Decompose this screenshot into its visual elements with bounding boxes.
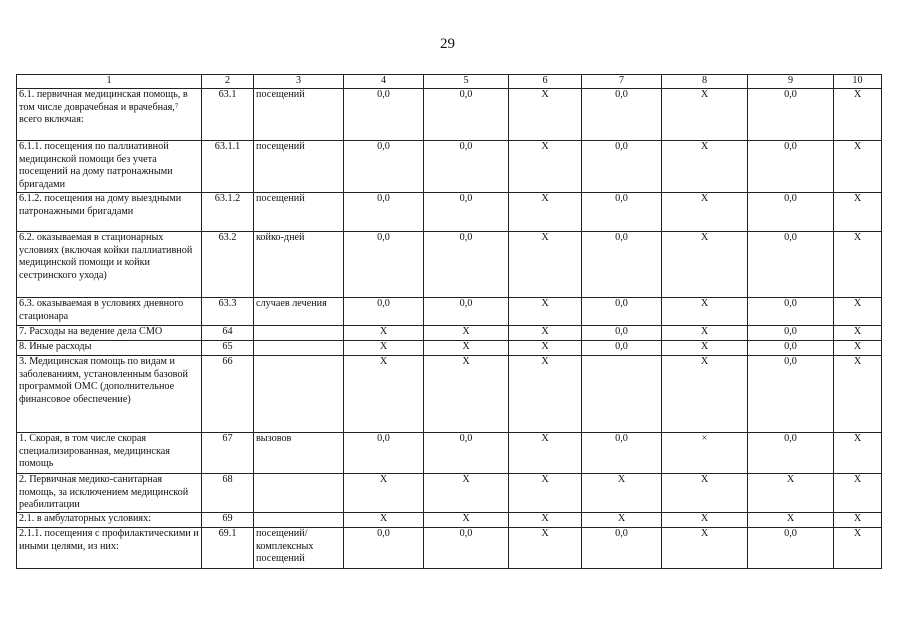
- row-value-col-7: 0,0: [582, 298, 662, 326]
- row-value-col-10: X: [834, 298, 882, 326]
- row-value-col-5: X: [424, 341, 509, 356]
- header-row: [17, 75, 882, 89]
- column-header-7: 7: [582, 75, 662, 89]
- column-header-10: 10: [834, 75, 882, 89]
- row-label: 7. Расходы на ведение дела СМО: [17, 326, 202, 341]
- row-value-col-9: 0,0: [748, 528, 834, 569]
- row-value-col-9: 0,0: [748, 89, 834, 141]
- row-value-col-10: X: [834, 513, 882, 528]
- row-label: 3. Медицинская помощь по видам и заболеваниям, установленным базовой программой ОМС (дополнительное финансовое обеспечение): [17, 356, 202, 433]
- column-header-4: 4: [344, 75, 424, 89]
- row-code: 68: [202, 474, 254, 513]
- row-value-col-8: X: [662, 89, 748, 141]
- row-value-col-4: 0,0: [344, 433, 424, 474]
- row-code: 63.2: [202, 232, 254, 298]
- row-value-col-10: X: [834, 141, 882, 193]
- row-value-col-9: 0,0: [748, 298, 834, 326]
- row-code: 64: [202, 326, 254, 341]
- row-value-col-5: 0,0: [424, 141, 509, 193]
- table-header: [17, 75, 882, 89]
- row-value-col-8: X: [662, 326, 748, 341]
- row-unit: посещений: [254, 89, 344, 141]
- row-code: 69: [202, 513, 254, 528]
- row-value-col-7: [582, 356, 662, 433]
- row-value-col-8: X: [662, 193, 748, 232]
- row-value-col-5: X: [424, 474, 509, 513]
- row-value-col-4: X: [344, 341, 424, 356]
- row-value-col-7: 0,0: [582, 341, 662, 356]
- row-unit: койко-дней: [254, 232, 344, 298]
- row-value-col-7: 0,0: [582, 89, 662, 141]
- table-row: [17, 89, 882, 141]
- row-value-col-9: 0,0: [748, 341, 834, 356]
- row-unit: [254, 513, 344, 528]
- row-code: 66: [202, 356, 254, 433]
- table-row: [17, 326, 882, 341]
- row-value-col-8: X: [662, 513, 748, 528]
- row-value-col-10: X: [834, 326, 882, 341]
- row-value-col-5: 0,0: [424, 433, 509, 474]
- table-row: [17, 341, 882, 356]
- page-number: 29: [440, 36, 455, 52]
- row-value-col-5: X: [424, 513, 509, 528]
- row-unit: случаев лечения: [254, 298, 344, 326]
- row-value-col-8: X: [662, 298, 748, 326]
- row-value-col-8: X: [662, 356, 748, 433]
- row-value-col-9: 0,0: [748, 326, 834, 341]
- row-value-col-10: X: [834, 232, 882, 298]
- row-value-col-6: X: [509, 474, 582, 513]
- row-value-col-10: X: [834, 356, 882, 433]
- row-value-col-6: X: [509, 341, 582, 356]
- row-value-col-6: X: [509, 326, 582, 341]
- row-value-col-4: X: [344, 474, 424, 513]
- row-value-col-4: 0,0: [344, 232, 424, 298]
- row-value-col-6: X: [509, 356, 582, 433]
- row-value-col-10: X: [834, 341, 882, 356]
- table-row: [17, 356, 882, 433]
- row-value-col-9: 0,0: [748, 141, 834, 193]
- column-header-9: 9: [748, 75, 834, 89]
- table-row: [17, 433, 882, 474]
- row-value-col-4: 0,0: [344, 298, 424, 326]
- row-value-col-8: X: [662, 528, 748, 569]
- column-header-8: 8: [662, 75, 748, 89]
- row-value-col-4: 0,0: [344, 141, 424, 193]
- row-value-col-6: X: [509, 232, 582, 298]
- column-header-5: 5: [424, 75, 509, 89]
- row-unit: посещений/ комплексных посещений: [254, 528, 344, 569]
- row-value-col-9: 0,0: [748, 193, 834, 232]
- row-value-col-9: X: [748, 474, 834, 513]
- row-value-col-7: 0,0: [582, 141, 662, 193]
- row-code: 63.1.1: [202, 141, 254, 193]
- row-label: 6.1.1. посещения по паллиативной медицинской помощи без учета посещений на дому патронажными бригадами: [17, 141, 202, 193]
- row-label: 6.2. оказываемая в стационарных условиях (включая койки паллиативной медицинской помощи и койки сестринского ухода): [17, 232, 202, 298]
- row-value-col-10: X: [834, 474, 882, 513]
- table-row: [17, 193, 882, 232]
- row-value-col-8: X: [662, 141, 748, 193]
- row-code: 65: [202, 341, 254, 356]
- row-value-col-10: X: [834, 89, 882, 141]
- row-label: 6.1. первичная медицинская помощь, в том числе доврачебная и врачебная,⁷ всего включая:: [17, 89, 202, 141]
- table-row: [17, 474, 882, 513]
- table-row: [17, 528, 882, 569]
- row-value-col-4: 0,0: [344, 528, 424, 569]
- column-header-6: 6: [509, 75, 582, 89]
- row-value-col-4: 0,0: [344, 89, 424, 141]
- column-header-3: 3: [254, 75, 344, 89]
- table-row: [17, 232, 882, 298]
- row-value-col-4: X: [344, 513, 424, 528]
- row-code: 67: [202, 433, 254, 474]
- row-value-col-5: 0,0: [424, 528, 509, 569]
- row-value-col-4: X: [344, 356, 424, 433]
- row-value-col-9: X: [748, 513, 834, 528]
- table-row: [17, 298, 882, 326]
- row-value-col-7: 0,0: [582, 528, 662, 569]
- row-value-col-10: X: [834, 193, 882, 232]
- table-row: [17, 513, 882, 528]
- row-value-col-10: X: [834, 528, 882, 569]
- row-label: 8. Иные расходы: [17, 341, 202, 356]
- row-value-col-5: 0,0: [424, 298, 509, 326]
- row-value-col-6: X: [509, 298, 582, 326]
- row-value-col-7: 0,0: [582, 326, 662, 341]
- row-value-col-7: X: [582, 513, 662, 528]
- row-value-col-8: ×: [662, 433, 748, 474]
- row-label: 6.3. оказываемая в условиях дневного стационара: [17, 298, 202, 326]
- row-unit: посещений: [254, 193, 344, 232]
- row-code: 63.1.2: [202, 193, 254, 232]
- row-value-col-4: X: [344, 326, 424, 341]
- column-header-1: 1: [17, 75, 202, 89]
- row-value-col-10: X: [834, 433, 882, 474]
- row-code: 69.1: [202, 528, 254, 569]
- row-value-col-8: X: [662, 474, 748, 513]
- row-unit: [254, 356, 344, 433]
- row-value-col-7: 0,0: [582, 232, 662, 298]
- row-value-col-9: 0,0: [748, 232, 834, 298]
- row-value-col-8: X: [662, 341, 748, 356]
- column-header-2: 2: [202, 75, 254, 89]
- row-label: 1. Скорая, в том числе скорая специализированная, медицинская помощь: [17, 433, 202, 474]
- row-value-col-7: X: [582, 474, 662, 513]
- row-unit: [254, 474, 344, 513]
- row-code: 63.1: [202, 89, 254, 141]
- report-table: [16, 74, 882, 569]
- row-code: 63.3: [202, 298, 254, 326]
- row-value-col-4: 0,0: [344, 193, 424, 232]
- row-value-col-5: 0,0: [424, 193, 509, 232]
- row-value-col-5: 0,0: [424, 232, 509, 298]
- row-value-col-7: 0,0: [582, 193, 662, 232]
- row-label: 2.1. в амбулаторных условиях:: [17, 513, 202, 528]
- row-unit: вызовов: [254, 433, 344, 474]
- row-value-col-6: X: [509, 193, 582, 232]
- row-value-col-9: 0,0: [748, 356, 834, 433]
- row-label: 6.1.2. посещения на дому выездными патронажными бригадами: [17, 193, 202, 232]
- row-value-col-6: X: [509, 433, 582, 474]
- row-unit: посещений: [254, 141, 344, 193]
- table-body: [17, 89, 882, 569]
- row-value-col-7: 0,0: [582, 433, 662, 474]
- row-value-col-6: X: [509, 513, 582, 528]
- row-value-col-5: X: [424, 326, 509, 341]
- row-value-col-6: X: [509, 89, 582, 141]
- row-value-col-5: 0,0: [424, 89, 509, 141]
- row-value-col-6: X: [509, 141, 582, 193]
- row-value-col-8: X: [662, 232, 748, 298]
- row-value-col-9: 0,0: [748, 433, 834, 474]
- row-label: 2. Первичная медико-санитарная помощь, за исключением медицинской реабилитации: [17, 474, 202, 513]
- table-row: [17, 141, 882, 193]
- row-label: 2.1.1. посещения с профилактическими и иными целями, из них:: [17, 528, 202, 569]
- row-unit: [254, 326, 344, 341]
- row-value-col-5: X: [424, 356, 509, 433]
- row-unit: [254, 341, 344, 356]
- row-value-col-6: X: [509, 528, 582, 569]
